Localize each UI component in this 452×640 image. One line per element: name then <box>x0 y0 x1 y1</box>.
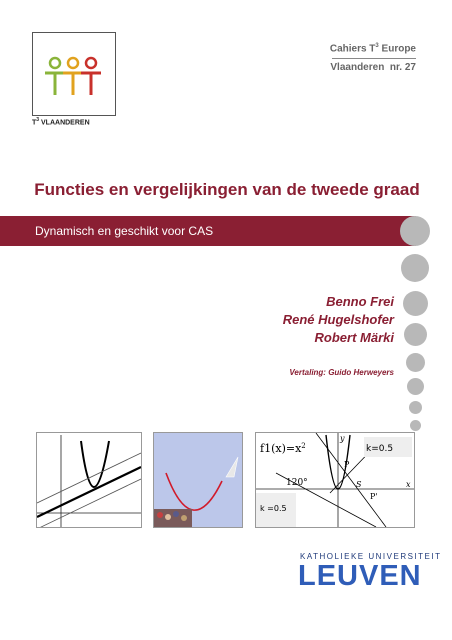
university-name-small: KATHOLIEKE UNIVERSITEIT <box>300 552 442 561</box>
decor-circle <box>409 401 422 414</box>
parabola-photo-image <box>153 432 243 528</box>
author-name: Robert Märki <box>314 330 394 345</box>
decor-circle <box>400 216 430 246</box>
decor-circle <box>406 353 425 372</box>
university-logo: LEUVEN <box>298 560 422 592</box>
svg-text:x: x <box>406 480 411 489</box>
decor-circle <box>403 291 428 316</box>
parabola-graph-image <box>36 432 142 528</box>
decor-circle <box>401 254 429 282</box>
subtitle-text: Dynamisch en geschikt voor CAS <box>35 224 214 238</box>
geometry-figure-image <box>255 432 415 528</box>
translation-credit: Vertaling: Guido Herweyers <box>289 368 394 377</box>
logo-caption: $T^3$ VLAANDEREN <box>32 117 90 127</box>
page-title: Functies en vergelijkingen van de tweede graad <box>34 180 420 199</box>
svg-text:y: y <box>340 434 345 443</box>
svg-text:k=0.5: k=0.5 <box>366 444 394 454</box>
svg-text:P': P' <box>370 492 378 501</box>
series-number: Vlaanderen nr. 27 <box>330 62 416 73</box>
t3-logo <box>32 32 116 116</box>
author-name: Benno Frei <box>326 294 394 309</box>
svg-text:k =0.5: k =0.5 <box>260 504 287 513</box>
author-name: René Hugelshofer <box>282 312 394 327</box>
svg-text:P: P <box>344 460 350 469</box>
t3-figures-icon <box>33 33 115 115</box>
svg-text:S: S <box>356 480 362 489</box>
decor-circle <box>407 378 424 395</box>
svg-text:f1(x)=x2: $f1(x)=x^2$ <box>260 442 306 455</box>
decor-circle <box>404 323 427 346</box>
decor-circle <box>410 420 421 431</box>
series-title: Cahiers $T^3$ Europe <box>329 43 416 55</box>
series-divider <box>332 58 416 59</box>
svg-text:120°: 120° <box>286 478 308 488</box>
